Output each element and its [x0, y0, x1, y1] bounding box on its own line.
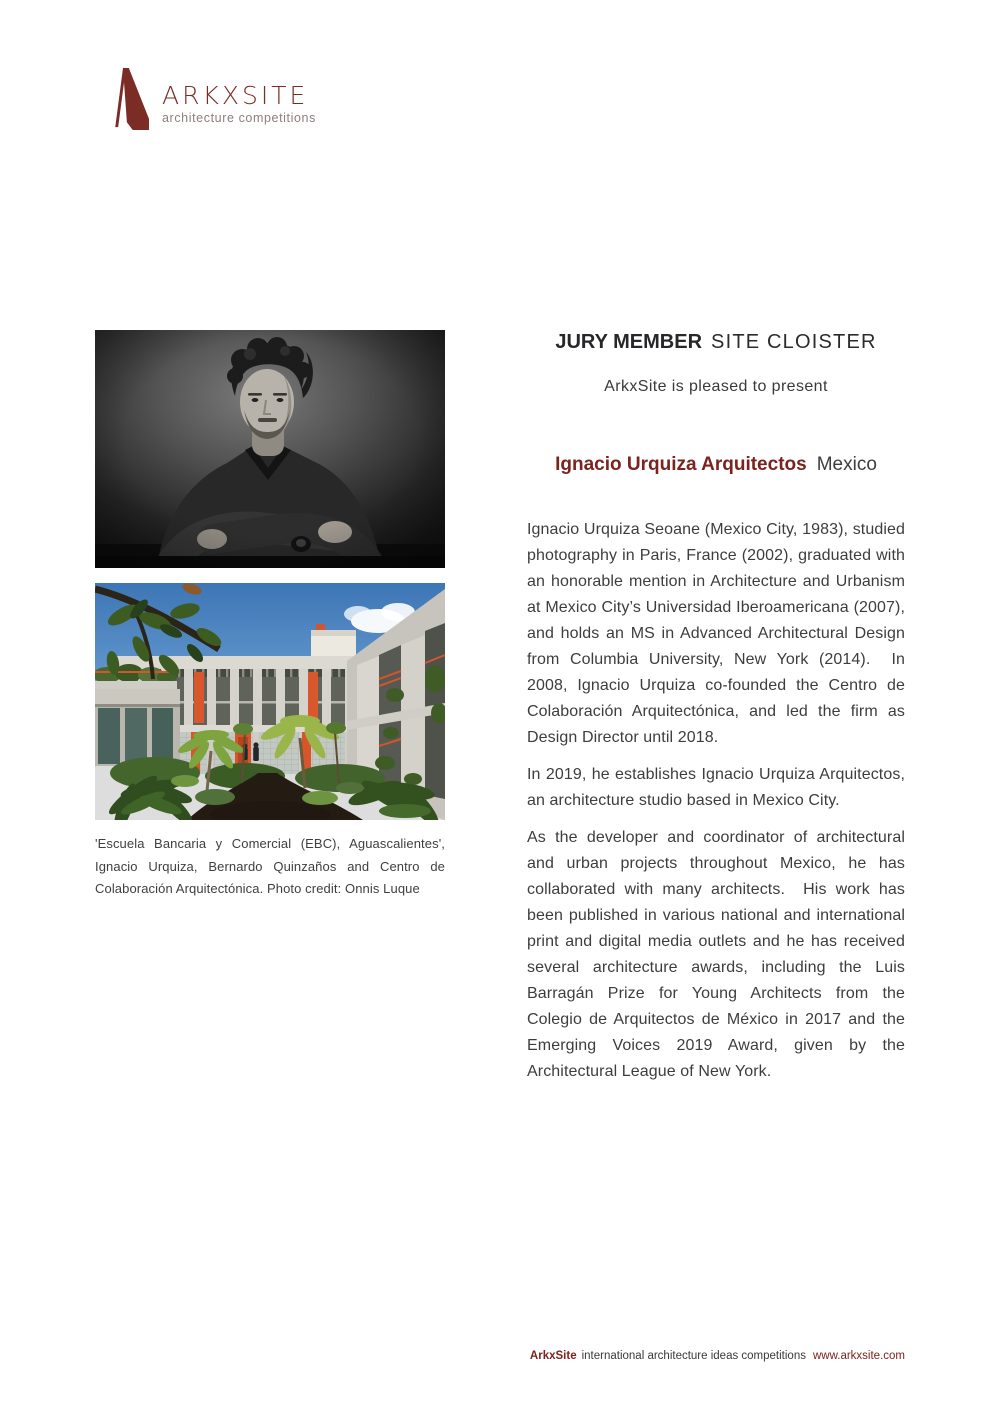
arkxsite-logo — [97, 66, 316, 130]
bio-text — [527, 517, 905, 1096]
footer-url[interactable]: www.arkxsite.com — [812, 1350, 905, 1362]
logo-tagline: architecture competitions — [162, 111, 316, 125]
jury-name-line — [527, 454, 905, 476]
intro-line: ArkxSite is pleased to present — [604, 378, 828, 395]
jury-member-label: JURY MEMBER — [555, 331, 703, 353]
jury-country: Mexico — [816, 454, 877, 475]
competition-name: SITE CLOISTER — [711, 331, 877, 353]
portrait-photo — [95, 330, 445, 568]
bio-paragraph-3: As the developer and coordinator of architectural and urban projects throughout Mexico, he has collaborated with many architects. His work has been published in various national and international print and digital media outlets and he has received several architecture awards, including the Luis Barragán Prize for Young Architects from the Colegio de Arquitectos de México in 2017 and the Emerging Voices 2019 Award, given by the Architectural League of New York. — [527, 829, 905, 1080]
footer-tagline: international architecture ideas competitions — [581, 1350, 806, 1362]
portrait-photo-image — [95, 330, 445, 568]
footer-brand: ArkxSite — [529, 1350, 577, 1362]
courtyard-photo-image — [95, 583, 445, 820]
page-title — [527, 330, 905, 354]
courtyard-photo — [95, 583, 445, 820]
jury-name: Ignacio Urquiza Arquitectos — [555, 454, 807, 475]
arkxsite-logo-mark-icon — [97, 66, 149, 130]
photo-caption: 'Escuela Bancaria y Comercial (EBC), Aguascalientes', Ignacio Urquiza, Bernardo Quinzaños and Centro de Colaboración Arquitectónica. Photo credit: Onnis Luque — [95, 836, 445, 896]
bio-paragraph-1: Ignacio Urquiza Seoane (Mexico City, 1983), studied photography in Paris, France (2002), graduated with an honorable mention in Architecture and Urbanism at Mexico City’s Universidad Iberoamericana (2007), and holds an MS in Advanced Architectural Design from Columbia University, New York (2014). In 2008, Ignacio Urquiza co-founded the Centro de Colaboración Arquitectónica, and led the firm as Design Director until 2018. — [527, 521, 905, 746]
footer — [530, 1350, 905, 1362]
logo-text — [162, 83, 316, 130]
logo-wordmark: ARKXSITE — [162, 81, 309, 110]
photo-column — [95, 330, 445, 901]
bio-paragraph-2: In 2019, he establishes Ignacio Urquiza Arquitectos, an architecture studio based in Mexico City. — [527, 766, 905, 809]
